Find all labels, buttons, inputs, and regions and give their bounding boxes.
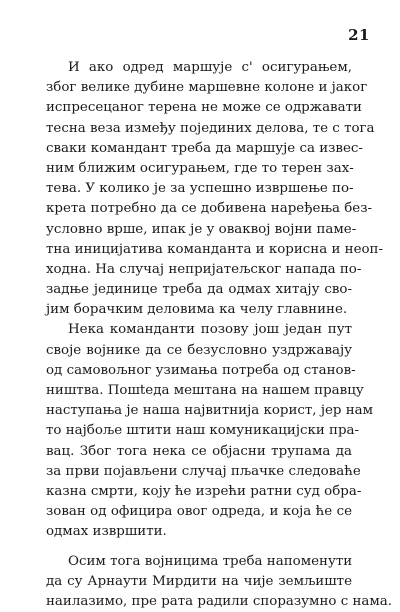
paragraph-1 (46, 58, 352, 320)
text-line: крета потребно да се добивена наређења без- (46, 199, 352, 219)
body-text (46, 58, 352, 612)
text-line: да су Арнаути Мирдити на чије земљиште (46, 572, 352, 592)
text-line: ништва. Пошteда мештана на нашем правцу (46, 381, 352, 401)
text-line: зован од официра овог одреда, и која ће се (46, 502, 352, 522)
text-line: тесна веза између појединих делова, те с тога (46, 119, 352, 139)
text-line: И ако одред маршује с' осигурањем, (46, 58, 352, 78)
text-line: наступања је наша највитнија корист, јер нам (46, 401, 352, 421)
text-line: ходна. На случај непријатељског напада по- (46, 260, 352, 280)
text-line: то најбоље штити наш комуникацијски пра- (46, 421, 352, 441)
text-line: ним ближим осигурањем, где то терен зах- (46, 159, 352, 179)
text-line: Нека команданти позову још један пут (46, 320, 352, 340)
text-line: вац. Због тога нека се објасни трупама да (46, 442, 352, 462)
text-line: за први појављени случај пљачке следоваће (46, 462, 352, 482)
text-line: тева. У колико је за успешно извршење по- (46, 179, 352, 199)
text-line: своје војнике да се безусловно уздржавају (46, 341, 352, 361)
text-line: сваки командант треба да маршује са извес- (46, 139, 352, 159)
paragraph-2 (46, 320, 352, 542)
paragraph-spacer (46, 543, 352, 552)
text-line: испресецаног терена не може се одржавати (46, 98, 352, 118)
text-line: одмах извршити. (46, 522, 352, 542)
text-line: од самовољног узимања потреба од станов- (46, 361, 352, 381)
text-line: наилазимо, пре рата радили споразумно с нама. (46, 592, 352, 612)
text-line: тна иницијатива команданта и корисна и неоп- (46, 240, 352, 260)
paragraph-3 (46, 552, 352, 612)
text-line: јим борачким деловима ка челу главнине. (46, 300, 352, 320)
page-number: 21 (348, 26, 370, 44)
text-line: казна смрти, коју ће изрећи ратни суд обра- (46, 482, 352, 502)
text-line: задње јединице треба да одмах хитају сво- (46, 280, 352, 300)
text-line: условно врше, ипак је у оваквој војни паме- (46, 220, 352, 240)
text-line: Осим тога војницима треба напоменути (46, 552, 352, 572)
text-line: због велике дубине маршевне колоне и јаког (46, 78, 352, 98)
